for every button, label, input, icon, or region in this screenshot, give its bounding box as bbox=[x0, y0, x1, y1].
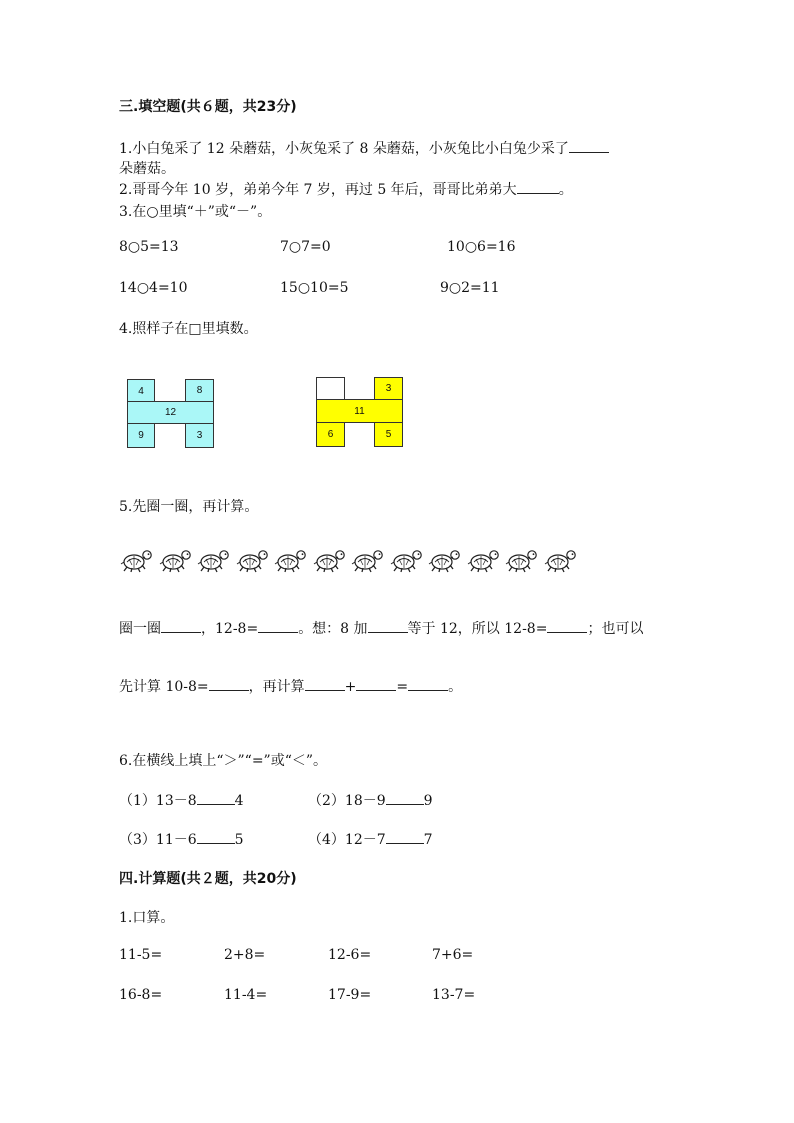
box-middle: 12 bbox=[127, 401, 214, 424]
comparison-item bbox=[119, 829, 244, 849]
comparison-left: （1）13－8 bbox=[119, 793, 197, 809]
turtle-icon bbox=[274, 546, 308, 574]
answer-box-top-left[interactable] bbox=[316, 377, 345, 400]
question-5-title: 5.先圈一圈，再计算。 bbox=[119, 499, 259, 515]
turtle-icon bbox=[390, 546, 424, 574]
box-middle: 11 bbox=[316, 399, 403, 423]
answer-blank[interactable] bbox=[356, 676, 396, 691]
question-1 bbox=[119, 138, 609, 158]
turtle-icon bbox=[159, 546, 193, 574]
answer-blank[interactable] bbox=[368, 618, 408, 633]
equation: 14○4=10 bbox=[119, 280, 188, 296]
turtle-icon bbox=[120, 546, 154, 574]
equation: 7○7=0 bbox=[280, 239, 331, 255]
box-bottom-right: 3 bbox=[185, 423, 214, 448]
question-5-line-2 bbox=[119, 676, 462, 696]
comparison-right: 4 bbox=[234, 793, 244, 809]
turtle-icon bbox=[197, 546, 231, 574]
text-segment: 。 bbox=[448, 679, 463, 695]
mental-math-item: 2+8= bbox=[224, 947, 266, 963]
comparison-left: （4）12－7 bbox=[308, 832, 386, 848]
turtle-icon bbox=[351, 546, 385, 574]
comparison-right: 5 bbox=[234, 832, 244, 848]
comparison-left: （3）11－6 bbox=[119, 832, 197, 848]
comparison-left: （2）18－9 bbox=[308, 793, 386, 809]
text-segment: = bbox=[396, 679, 409, 695]
turtle-icon bbox=[313, 546, 347, 574]
text-segment: ；也可以 bbox=[587, 621, 644, 637]
box-top-right: 3 bbox=[374, 377, 403, 400]
answer-blank[interactable] bbox=[569, 138, 609, 153]
mental-math-item: 13-7= bbox=[432, 987, 476, 1003]
comparison-right: 9 bbox=[423, 793, 433, 809]
mental-math-item: 11-5= bbox=[119, 947, 163, 963]
equation: 15○10=5 bbox=[280, 280, 349, 296]
mental-math-item: 17-9= bbox=[328, 987, 372, 1003]
answer-blank[interactable] bbox=[305, 676, 345, 691]
box-bottom-left: 9 bbox=[127, 423, 155, 448]
answer-blank[interactable] bbox=[408, 676, 448, 691]
calc-question-1-title: 1.口算。 bbox=[119, 910, 175, 926]
mental-math-item: 16-8= bbox=[119, 987, 163, 1003]
comparison-item bbox=[119, 790, 244, 810]
text-segment: 等于 12，所以 12-8= bbox=[407, 621, 548, 637]
question-2-end: 。 bbox=[558, 182, 573, 198]
answer-blank[interactable] bbox=[197, 790, 235, 805]
text-segment: 圈一圈 bbox=[119, 621, 161, 637]
question-6-title: 6.在横线上填上“＞”“=”或“＜”。 bbox=[119, 753, 328, 769]
answer-blank[interactable] bbox=[197, 829, 235, 844]
question-2-text: 2.哥哥今年 10 岁，弟弟今年 7 岁，再过 5 年后，哥哥比弟弟大 bbox=[119, 182, 517, 198]
turtle-icon bbox=[505, 546, 539, 574]
box-bottom-right: 5 bbox=[374, 422, 403, 447]
mental-math-item: 7+6= bbox=[432, 947, 474, 963]
turtle-icon bbox=[428, 546, 462, 574]
box-bottom-left: 6 bbox=[316, 422, 345, 447]
question-2 bbox=[119, 179, 573, 199]
mental-math-item: 12-6= bbox=[328, 947, 372, 963]
text-segment: ，再计算 bbox=[248, 679, 305, 695]
text-segment: 。想：8 加 bbox=[298, 621, 368, 637]
answer-blank[interactable] bbox=[386, 829, 424, 844]
equation: 9○2=11 bbox=[440, 280, 500, 296]
turtle-icon bbox=[467, 546, 501, 574]
question-5-line-1 bbox=[119, 618, 643, 638]
text-segment: + bbox=[344, 679, 357, 695]
question-1-text: 1.小白兔采了 12 朵蘑菇，小灰兔采了 8 朵蘑菇，小灰兔比小白兔少采了 bbox=[119, 141, 569, 157]
turtle-icon bbox=[544, 546, 578, 574]
equation: 8○5=13 bbox=[119, 239, 179, 255]
answer-blank[interactable] bbox=[258, 618, 298, 633]
answer-blank[interactable] bbox=[547, 618, 587, 633]
section-title-fill-blank: 三.填空题(共６题，共23分) bbox=[119, 99, 297, 115]
turtle-icon bbox=[236, 546, 270, 574]
answer-blank[interactable] bbox=[209, 676, 249, 691]
comparison-item bbox=[308, 829, 433, 849]
question-4-title: 4.照样子在□里填数。 bbox=[119, 321, 258, 337]
comparison-item bbox=[308, 790, 433, 810]
box-top-left: 4 bbox=[127, 379, 155, 403]
mental-math-item: 11-4= bbox=[224, 987, 268, 1003]
equation: 10○6=16 bbox=[447, 239, 516, 255]
question-1-continuation: 朵蘑菇。 bbox=[119, 161, 175, 177]
text-segment: 先计算 10-8= bbox=[119, 679, 209, 695]
comparison-right: 7 bbox=[423, 832, 433, 848]
answer-blank[interactable] bbox=[161, 618, 201, 633]
answer-blank[interactable] bbox=[517, 179, 559, 194]
answer-blank[interactable] bbox=[386, 790, 424, 805]
section-title-calculation: 四.计算题(共２题，共20分) bbox=[119, 871, 297, 887]
text-segment: ，12-8= bbox=[201, 621, 259, 637]
question-3-title: 3.在○里填“＋”或“－”。 bbox=[119, 204, 272, 220]
box-top-right: 8 bbox=[185, 379, 214, 402]
